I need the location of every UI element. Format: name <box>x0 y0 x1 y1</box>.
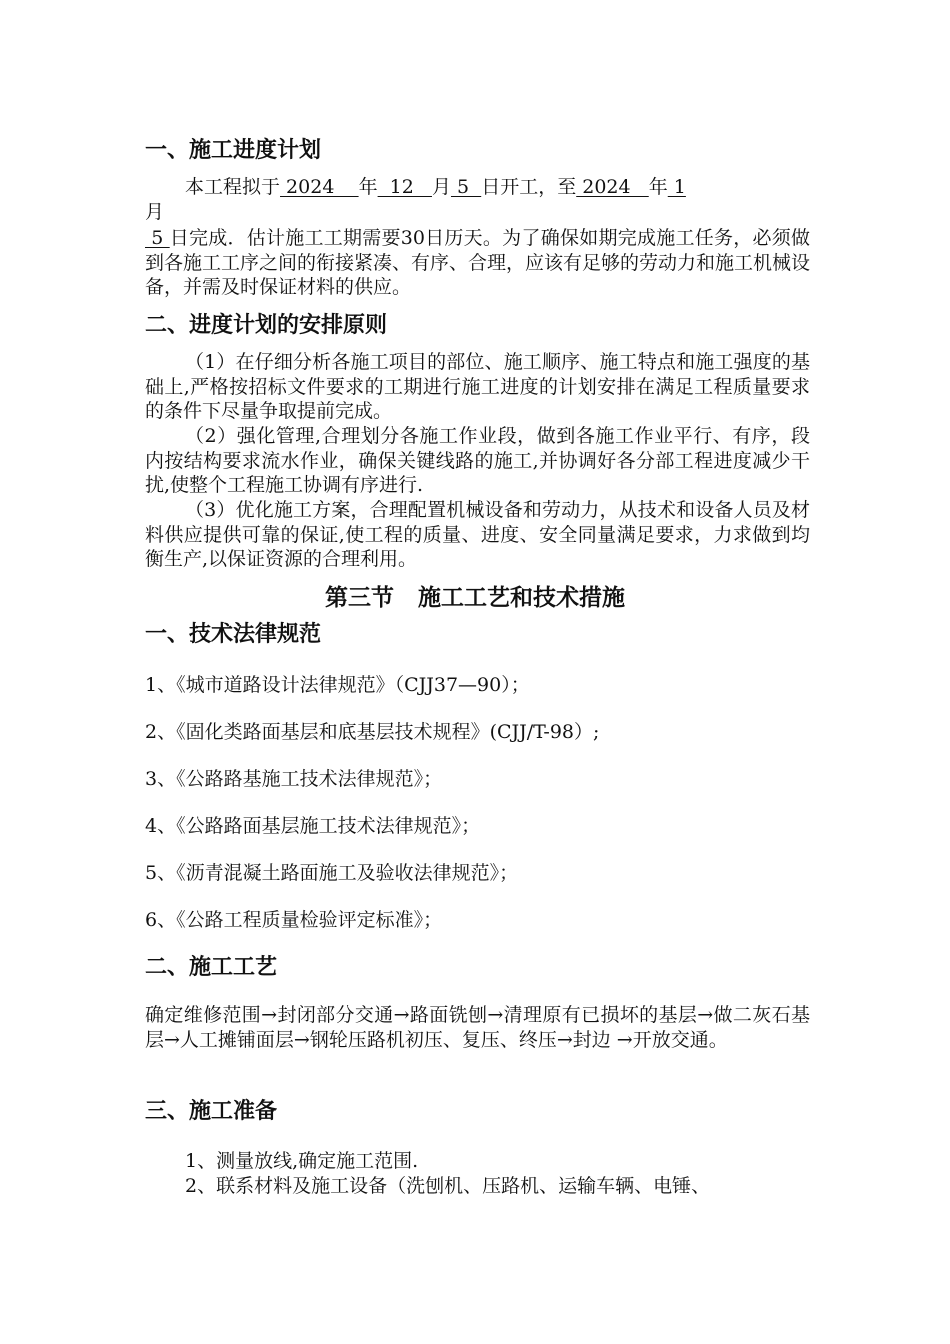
norm-item: 3、《公路路基施工技术法律规范》； <box>145 768 443 790</box>
start-day: 5 <box>450 176 482 198</box>
schedule-intro: 本工程拟于 <box>185 176 281 198</box>
schedule-month-line: 月 <box>145 201 165 223</box>
principle-item: （1）在仔细分析各施工项目的部位、施工顺序、施工特点和施工强度的基础上,严格按招标文件要求的工期进行施工进度的计划安排在满足工程质量要求的条件下尽量争取提前完成。 <box>145 351 810 422</box>
norm-item: 1、《城市道路设计法律规范》（CJJ37—90）； <box>145 674 530 696</box>
heading-prep: 三、施工准备 <box>145 1099 278 1124</box>
end-year: 2024 <box>576 176 649 198</box>
norm-item: 2、《固化类路面基层和底基层技术规程》(CJJ/T-98）; <box>145 721 600 743</box>
heading-principles: 二、进度计划的安排原则 <box>145 313 388 338</box>
section-title: 第三节 施工工艺和技术措施 <box>324 585 626 611</box>
prep-item: 1、测量放线,确定施工范围. <box>185 1150 419 1172</box>
start-year: 2024 <box>280 176 359 198</box>
prep-item: 2、联系材料及施工设备（洗刨机、压路机、运输车辆、电锤、 <box>185 1175 711 1197</box>
heading-process: 二、施工工艺 <box>145 955 278 980</box>
norm-item: 5、《沥青混凝土路面施工及验收法律规范》； <box>145 862 519 884</box>
principle-item: （3）优化施工方案，合理配置机械设备和劳动力，从技术和设备人员及材料供应提供可靠的保证,使工程的质量、进度、安全同量满足要求，力求做到均衡生产,以保证资源的合理利用。 <box>145 499 810 570</box>
heading-norms: 一、技术法律规范 <box>145 622 322 647</box>
principle-item: （2）强化管理,合理划分各施工作业段，做到各施工作业平行、有序，段内按结构要求流水作业，确保关键线路的施工,并协调好各分部工程进度减少干扰,使整个工程施工协调有序进行. <box>145 425 810 496</box>
norm-item: 6、《公路工程质量检验评定标准》； <box>145 909 443 931</box>
heading-schedule: 一、施工进度计划 <box>145 138 322 163</box>
schedule-paragraph: 5 日完成．估计施工工期需要30日历天。为了确保如期完成施工任务，必须做到各施工工序之间的衔接紧凑、有序、合理，应该有足够的劳动力和施工机械设备，并需及时保证材料的供应。 <box>145 227 811 298</box>
schedule-dates-line: 本工程拟于 2024 年 12 月 5 日开工，至 2024 年 1 <box>185 176 686 198</box>
norm-item: 4、《公路路面基层施工技术法律规范》； <box>145 815 481 837</box>
end-month: 1 <box>667 176 686 198</box>
start-month: 12 <box>377 176 432 198</box>
process-flow: 确定维修范围→封闭部分交通→路面铣刨→清理原有已损坏的基层→做二灰石基层→人工摊铺面层→钢轮压路机初压、复压、终压→封边 →开放交通。 <box>145 1004 810 1051</box>
end-day: 5 <box>145 227 170 249</box>
